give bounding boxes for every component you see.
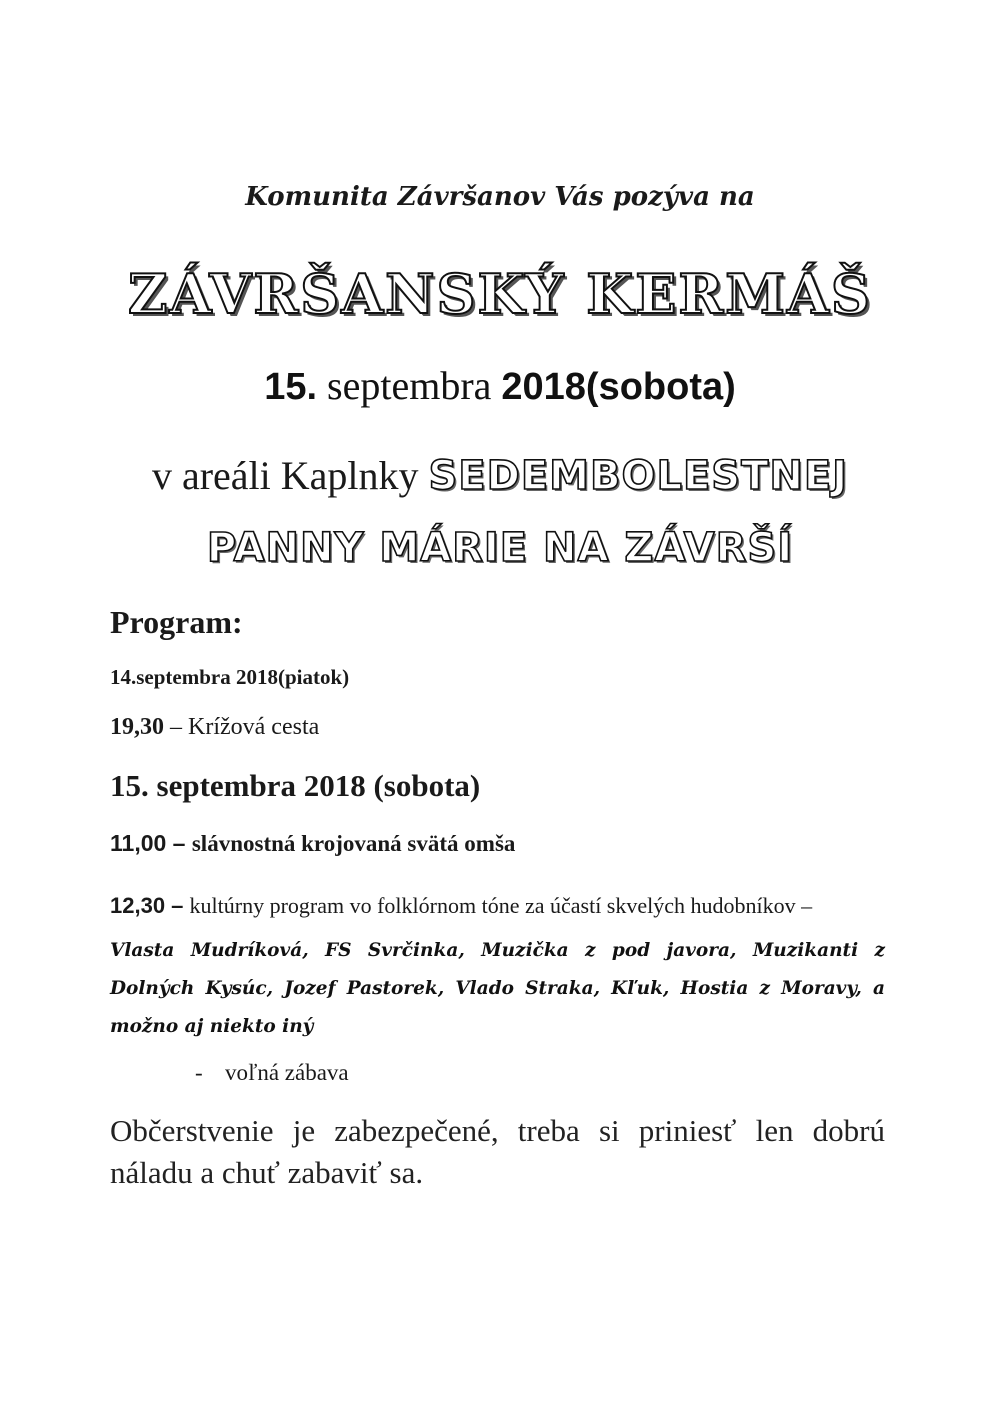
saturday-date: 15. septembra 2018 (sobota) xyxy=(110,768,481,803)
event-date-rest: 2018(sobota) xyxy=(501,366,736,408)
refreshment-note: Občerstvenie je zabezpečené, treba si priniesť len dobrú náladu a chuť zabaviť sa. xyxy=(110,1113,885,1190)
friday-item-time: 19,30 xyxy=(110,714,164,740)
program-heading: Program: xyxy=(110,604,243,640)
venue-prefix: v areáli Kaplnky xyxy=(151,453,429,498)
invitation-line: Komunita Závršanov Vás pozýva na xyxy=(245,182,755,212)
bullet-text: voľná zábava xyxy=(225,1060,349,1085)
venue-line-2 xyxy=(0,524,1000,571)
venue-chapel-name-cont: PANNY MÁRIE NA ZÁVRŠÍ xyxy=(206,525,794,571)
event-date xyxy=(0,362,1000,409)
saturday-item-culture-time: 12,30 – xyxy=(110,893,190,918)
saturday-item-culture-desc: kultúrny program vo folklórnom tóne za účastí skvelých hudobníkov – xyxy=(189,893,813,918)
saturday-item-mass xyxy=(110,830,515,857)
bullet-free-entertainment xyxy=(195,1060,349,1086)
saturday-item-mass-desc: slávnostná krojovaná svätá omša xyxy=(191,831,516,856)
event-date-day: 15. xyxy=(264,366,318,408)
event-title: ZÁVRŠANSKÝ KERMÁŠ xyxy=(128,262,872,326)
friday-item xyxy=(110,714,319,741)
venue-chapel-name: SEDEMBOLESTNEJ xyxy=(428,453,849,499)
friday-date: 14.septembra 2018(piatok) xyxy=(110,665,350,689)
saturday-item-culture xyxy=(110,893,812,919)
bullet-dash: - xyxy=(195,1060,203,1085)
event-date-month: septembra xyxy=(317,363,502,408)
performers-list: Vlasta Mudríková, FS Svrčinka, Muzička z pod javora, Muzikanti z Dolných Kysúc, Jozef Pastorek, Vlado Straka, Kľuk, Hostia z Moravy, a možno aj niekto iný xyxy=(110,940,885,1037)
friday-item-desc: – Krížová cesta xyxy=(164,714,320,740)
saturday-item-mass-time: 11,00 – xyxy=(110,830,192,856)
venue-line-1 xyxy=(0,452,1000,499)
